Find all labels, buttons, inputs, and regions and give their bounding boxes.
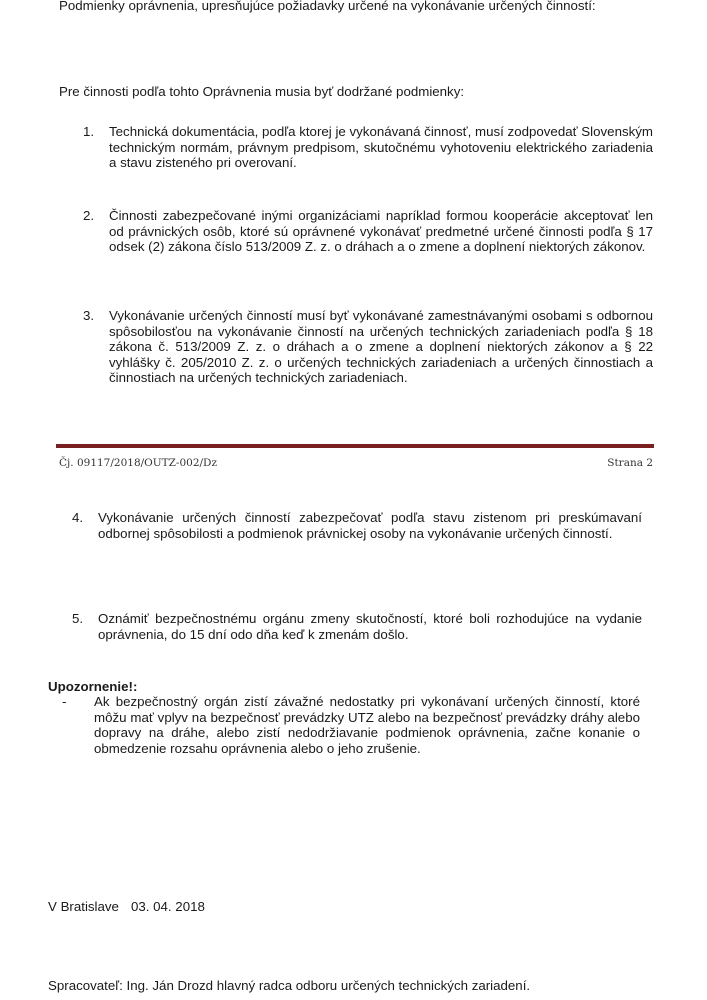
warning-item: [62, 694, 640, 756]
condition-text: Vykonávanie určených činností musí byť vykonávané zamestnávanými osobami s odbornou spôsobilosťou na vykonávanie činností na určených technických zariadeniach podľa § 18 zákona č. 513/2009 Z. z. o dráhach a o zmene a doplnení niektorých zákonov a § 22 vyhlášky č. 205/2010 Z. z. o určených technických zariadeniach a určených činnostiach a činnostiach na určených technických zariadeniach.: [109, 308, 653, 386]
condition-text: Činnosti zabezpečované inými organizáciami napríklad formou kooperácie akceptovať len od právnických osôb, ktoré sú oprávnené vykonávať predmetné určené činnosti podľa § 17 odsek (2) zákona číslo 513/2009 Z. z. o dráhach a o zmene a doplnení niektorých zákonov.: [109, 208, 653, 255]
condition-number: 3.: [83, 308, 95, 323]
condition-item-4: [72, 510, 642, 541]
section-title: Podmienky oprávnenia, upresňujúce požiadavky určené na vykonávanie určených činností:: [59, 0, 596, 13]
page-divider: [56, 444, 654, 448]
condition-number: 1.: [83, 124, 95, 139]
page-number: Strana 2: [607, 457, 653, 469]
condition-item-1: [83, 124, 653, 171]
condition-number: 5.: [72, 611, 84, 626]
signature-place: V Bratislave: [48, 899, 119, 914]
condition-text: Oznámiť bezpečnostnému orgánu zmeny skutočností, ktoré boli rozhodujúce na vydanie oprávnenia, do 15 dní odo dňa keď k zmenám došlo.: [98, 611, 642, 642]
condition-item-5: [72, 611, 642, 642]
intro-text: Pre činnosti podľa tohto Oprávnenia musia byť dodržané podmienky:: [59, 84, 465, 99]
document-reference: Čj. 09117/2018/OUTZ-002/Dz: [59, 457, 217, 469]
signature-date: 03. 04. 2018: [130, 899, 205, 914]
condition-text: Vykonávanie určených činností zabezpečovať podľa stavu zistenom pri preskúmavaní odbornej spôsobilosti a podmienok právnickej osoby na vykonávanie určených činností.: [98, 510, 642, 541]
place-and-date: [48, 899, 205, 915]
condition-number: 2.: [83, 208, 95, 223]
author-line: Spracovateľ: Ing. Ján Drozd hlavný radca odboru určených technických zariadení.: [48, 978, 531, 993]
condition-number: 4.: [72, 510, 84, 525]
warning-text: Ak bezpečnostný orgán zistí závažné nedostatky pri vykonávaní určených činností, ktoré môžu mať vplyv na bezpečnosť prevádzky UTZ alebo na bezpečnosť prevádzky dráhy alebo dopravy na dráhe, alebo zistí nedodržiavanie podmienok oprávnenia, začne konanie o obmedzenie rozsahu oprávnenia alebo o jeho zrušenie.: [94, 694, 640, 756]
warning-title: Upozornenie!:: [48, 679, 138, 694]
warning-dash: -: [62, 694, 67, 709]
condition-item-2: [83, 208, 653, 255]
condition-item-3: [83, 308, 653, 386]
condition-text: Technická dokumentácia, podľa ktorej je vykonávaná činnosť, musí zodpovedať Slovenským technickým normám, právnym predpisom, skutočnému vyhotoveniu elektrického zariadenia a stavu zisteného pri overovaní.: [109, 124, 653, 171]
